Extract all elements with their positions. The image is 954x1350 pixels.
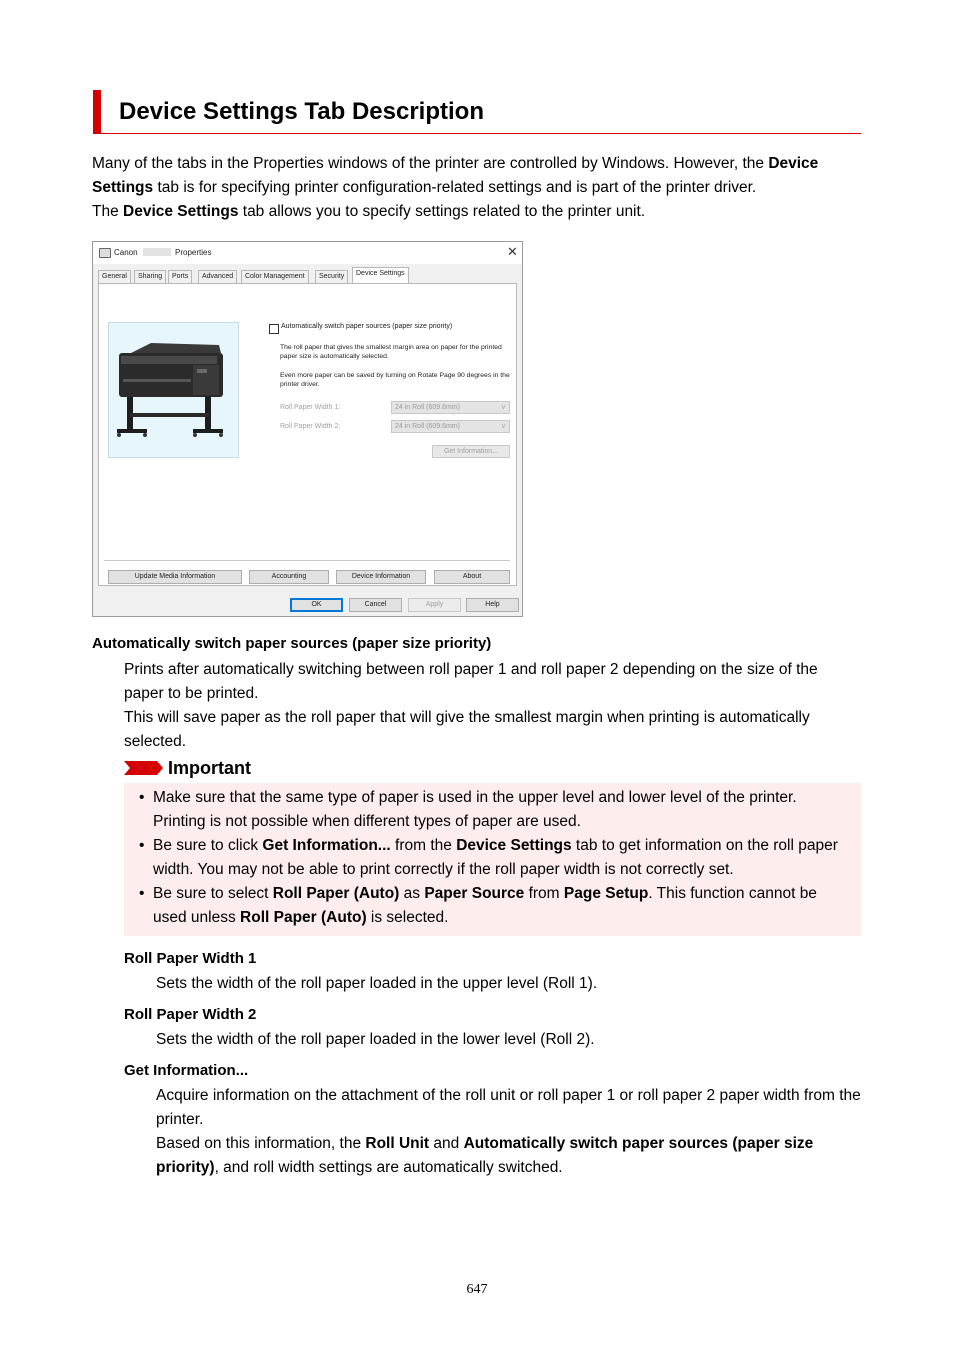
roll1-width-value: 24 in Roll (609.6mm) bbox=[395, 404, 460, 411]
important-item-3-text-g: . This function cannot be used unless bbox=[153, 885, 817, 926]
roll2-term: Roll Paper Width 2 bbox=[124, 1006, 257, 1023]
important-item-3-bold-h: Roll Paper (Auto) bbox=[240, 909, 367, 926]
auto-switch-checkbox-label: Automatically switch paper sources (paper size priority) bbox=[281, 323, 453, 330]
getinfo-desc-2-text-e: , and roll width settings are automatically switched. bbox=[214, 1159, 563, 1176]
important-item-1 bbox=[139, 786, 851, 834]
roll1-term: Roll Paper Width 1 bbox=[124, 950, 257, 967]
important-item-3-bold-d: Paper Source bbox=[424, 885, 525, 902]
intro-p2-bold: Device Settings bbox=[123, 203, 239, 220]
tab-general[interactable]: General bbox=[98, 270, 131, 283]
device-information-button[interactable]: Device Information bbox=[336, 570, 426, 584]
bullet-icon: • bbox=[139, 837, 145, 854]
important-title: Important bbox=[168, 758, 251, 778]
roll2-description: Sets the width of the roll paper loaded in the lower level (Roll 2). bbox=[156, 1031, 595, 1048]
window-title-prefix: Canon bbox=[114, 248, 138, 257]
auto-switch-checkbox[interactable] bbox=[269, 324, 279, 334]
roll2-width-dropdown[interactable] bbox=[391, 420, 510, 433]
important-item-3-text-i: is selected. bbox=[366, 909, 449, 926]
auto-switch-desc-2: This will save paper as the roll paper that will give the smallest margin when printing is automatically selected. bbox=[124, 709, 810, 750]
section-heading bbox=[93, 90, 861, 134]
intro-p1-text-a: Many of the tabs in the Properties windows of the printer are controlled by Windows. However, the bbox=[92, 155, 769, 172]
printer-icon bbox=[99, 248, 111, 258]
intro-text bbox=[92, 152, 862, 224]
getinfo-desc-2-bold-d: Automatically switch paper sources (paper size priority) bbox=[156, 1135, 814, 1176]
getinfo-desc-1: Acquire information on the attachment of the roll unit or roll paper 1 or roll paper 2 paper width from the printer. bbox=[156, 1087, 861, 1128]
important-item-3 bbox=[139, 882, 851, 930]
large-format-printer-illustration bbox=[109, 323, 238, 457]
bullet-icon: • bbox=[139, 885, 145, 902]
cancel-button[interactable]: Cancel bbox=[349, 598, 402, 612]
update-media-information-button[interactable]: Update Media Information bbox=[108, 570, 242, 584]
help-button[interactable]: Help bbox=[466, 598, 519, 612]
auto-switch-note-2: Even more paper can be saved by turning on Rotate Page 90 degrees in the printer driver. bbox=[280, 372, 510, 388]
important-box bbox=[124, 783, 861, 936]
auto-switch-desc-1: Prints after automatically switching between roll paper 1 and roll paper 2 depending on the size of the paper to be printed. bbox=[124, 661, 818, 702]
tab-color-management[interactable]: Color Management bbox=[241, 270, 309, 283]
important-item-2-text-c: from the bbox=[390, 837, 457, 854]
printer-image bbox=[108, 322, 239, 458]
tab-sharing[interactable]: Sharing bbox=[134, 270, 166, 283]
panel-divider bbox=[104, 560, 510, 561]
apply-button[interactable]: Apply bbox=[408, 598, 461, 612]
get-information-button[interactable]: Get Information... bbox=[432, 445, 510, 458]
getinfo-term: Get Information... bbox=[124, 1062, 249, 1079]
intro-p2-text-a: The bbox=[92, 203, 124, 220]
bullet-icon: • bbox=[139, 789, 145, 806]
tab-ports[interactable]: Ports bbox=[168, 270, 192, 283]
getinfo-desc-2-bold-b: Roll Unit bbox=[365, 1135, 430, 1152]
important-list bbox=[139, 786, 851, 930]
properties-window-screenshot bbox=[92, 241, 523, 617]
important-item-3-text-c: as bbox=[399, 885, 425, 902]
page-title: Device Settings Tab Description bbox=[119, 98, 484, 125]
tab-security[interactable]: Security bbox=[315, 270, 348, 283]
roll1-description: Sets the width of the roll paper loaded in the upper level (Roll 1). bbox=[156, 975, 598, 992]
about-button[interactable]: About bbox=[434, 570, 510, 584]
window-title-suffix: Properties bbox=[175, 248, 212, 257]
ok-button[interactable]: OK bbox=[290, 598, 343, 612]
tab-advanced[interactable]: Advanced bbox=[198, 270, 237, 283]
intro-p2-text-c: tab allows you to specify settings related to the printer unit. bbox=[238, 203, 646, 220]
getinfo-description bbox=[156, 1084, 861, 1180]
getinfo-desc-2-text-c: and bbox=[429, 1135, 464, 1152]
important-item-2-bold-b: Get Information... bbox=[262, 837, 391, 854]
getinfo-desc-2 bbox=[156, 1132, 861, 1180]
important-item-2-bold-d: Device Settings bbox=[456, 837, 572, 854]
auto-switch-note-1: The roll paper that gives the smallest margin area on paper for the printed paper size is automatically selected. bbox=[280, 344, 502, 360]
important-item-1-text: Make sure that the same type of paper is used in the upper level and lower level of the printer. Printing is not possible when different types of paper are used. bbox=[153, 789, 797, 830]
device-settings-panel bbox=[98, 283, 517, 586]
important-item-2 bbox=[139, 834, 851, 882]
roll1-label: Roll Paper Width 1: bbox=[280, 404, 341, 411]
window-titlebar bbox=[93, 242, 522, 264]
close-icon[interactable]: ✕ bbox=[507, 244, 518, 259]
getinfo-desc-2-text-a: Based on this information, the bbox=[156, 1135, 366, 1152]
roll2-label: Roll Paper Width 2: bbox=[280, 423, 341, 430]
important-item-3-bold-f: Page Setup bbox=[563, 885, 649, 902]
chevron-down-icon: ∨ bbox=[500, 423, 506, 430]
intro-paragraph-1 bbox=[92, 152, 862, 200]
auto-switch-term: Automatically switch paper sources (paper size priority) bbox=[92, 635, 492, 652]
roll1-width-dropdown[interactable] bbox=[391, 401, 510, 414]
important-chevrons-icon bbox=[124, 761, 164, 775]
important-item-3-bold-b: Roll Paper (Auto) bbox=[272, 885, 400, 902]
important-item-3-text-a: Be sure to select bbox=[153, 885, 273, 902]
intro-p1-bold: Device Settings bbox=[92, 155, 819, 196]
tab-device-settings[interactable]: Device Settings bbox=[352, 267, 409, 283]
page-number: 647 bbox=[466, 1282, 488, 1297]
intro-p1-text-c: tab is for specifying printer configuration-related settings and is part of the printer driver. bbox=[153, 179, 757, 196]
important-item-2-text-a: Be sure to click bbox=[153, 837, 263, 854]
important-item-3-text-e: from bbox=[524, 885, 564, 902]
intro-paragraph-2 bbox=[92, 200, 862, 224]
chevron-down-icon: ∨ bbox=[500, 404, 506, 411]
redacted-model-name bbox=[143, 248, 171, 256]
auto-switch-description bbox=[124, 658, 859, 754]
important-item-2-text-e: tab to get information on the roll paper width. You may not be able to print correctly if the roll paper width is not correctly set. bbox=[153, 837, 838, 878]
accounting-button[interactable]: Accounting bbox=[249, 570, 329, 584]
roll2-width-value: 24 in Roll (609.6mm) bbox=[395, 423, 460, 430]
heading-accent-bar bbox=[93, 90, 101, 133]
